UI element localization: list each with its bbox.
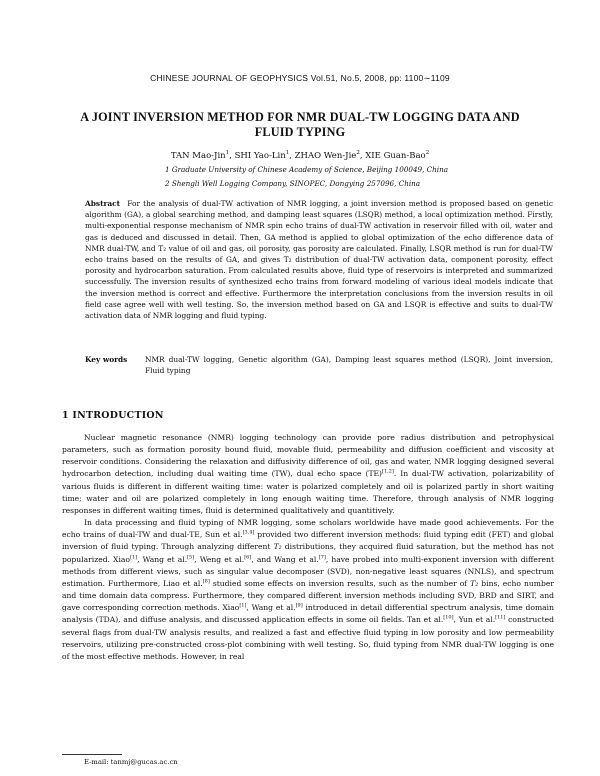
abstract-text: For the analysis of dual-TW activation of NMR logging, a joint inversion method is proposed based on genetic algorithm (GA), a global searching method, and damping least squares (LSQR) method, a local optimization method. Firstly, multi-exponential response mechanism of NMR spin echo trains of dual-TW activation in reservoir filled with oil, water and gas is deduced and discussed in detail. Then, GA method is applied to global optimization of the echo difference data of NMR dual-TW, and T₂ value of oil and gas, oil porosity, gas porosity are calculated. Finally, LSQR method is run for dual-TW echo trains based on the results of GA, and gives T₂ distribution of dual-TW activation data, component porosity, effect porosity and hydrocarbon saturation. From calculated results above, fluid type of reservoirs is interpreted and summarized successfully. The inversion results of synthesized echo trains from forward modeling of various ideal models indicate that the inversion method is correct and effective. Furthermore the interpretation conclusions from the inversion results in oil field case agree well with well testing. So, the inversion method based on GA and LSQR is effective and suits to dual-TW activation data of NMR logging and fluid typing. <box>85 199 553 321</box>
paragraph: Nuclear magnetic resonance (NMR) logging technology can provide pore radius distribution and petrophysical parameters, such as formation porosity bound fluid, movable fluid, permeability and diffusion coefficient and viscosity at reservoir conditions. Considering the relaxation and diffusivity difference of oil, gas and water, NMR logging designed several hydrocarbon detection, including dual waiting time (TW), dual echo space (TE)[1,2]. In dual-TW activation, polarizability of various fluids is different in different waiting time: water is polarized completely and oil is polarized partly in short waiting time; water and oil are polarized completely in long enough waiting time. Therefore, through analysis of NMR logging responses in different waiting times, fluid is determined qualitatively and quantitively. <box>62 433 554 515</box>
citation[interactable]: [11] <box>495 614 506 621</box>
citation[interactable]: [1] <box>130 554 138 561</box>
running-header: CHINESE JOURNAL OF GEOPHYSICS Vol.51, No.5, 2008, pp: 1100∼1109 <box>150 73 450 83</box>
citation[interactable]: [9] <box>295 602 303 609</box>
author-affiliation-mark: 2 <box>425 150 430 156</box>
citation[interactable]: [5] <box>187 554 195 561</box>
citation[interactable]: [10] <box>443 614 454 621</box>
author-name: XIE Guan-Bao <box>365 150 426 161</box>
author-name: ZHAO Wen-Jie <box>294 150 357 161</box>
footnote-divider <box>62 754 122 755</box>
citation[interactable]: [8] <box>202 578 210 585</box>
paragraph: In data processing and fluid typing of NMR logging, some scholars worldwide have made good achievements. For the echo trains of dual-TW and dual-TE, Sun et al.[3,4] provided two different inversion methods: fluid typing edit (FET) and global inversion of fluid typing. Through analyzing different T₂ distributions, they acquired fluid saturation, but the method has not popularized. Xiao[1], Wang et al.[5], Weng et al.[6], and Wang et al.[7], have probed into multi-exponent inversion with different methods from different views, such as singular value decomposer (SVD), non-negative least squares (NNLS), and spectrum estimation. Furthermore, Liao et al.[8] studied some effects on inversion results, such as the number of T₂ bins, echo number and time domain data compress. Furthermore, they compared different inversion methods including SVD, BRD and SIRT, and gave corresponding correction methods. Xiao[1], Wang et al.[9] introduced in detail differential spectrum analysis, time domain analysis (TDA), and diffuse analysis, and discussed application effects in some oil fields. Tan et al.[10], Yun et al.[11] constructed several flags from dual-TW analysis results, and realized a fast and effective fluid typing in low porosity and low permeability reservoirs, utilizing pre-constructed cross-plot combining with well testing. So, fluid typing from NMR dual-TW logging is one of the most effective methods. However, in real <box>62 518 554 661</box>
abstract <box>85 198 553 321</box>
citation[interactable]: [1] <box>239 602 247 609</box>
author-name: SHI Yao-Lin <box>234 150 286 161</box>
author-name: TAN Mao-Jin <box>170 150 226 161</box>
keywords-text: NMR dual-TW logging, Genetic algorithm (GA), Damping least squares method (LSQR), Joint inversion, Fluid typing <box>145 355 553 376</box>
keywords-label: Key words <box>85 355 128 364</box>
affiliation-2: 2 Shengli Well Logging Company, SINOPEC, Dongying 257096, China <box>165 179 421 188</box>
affiliation-1: 1 Graduate University of Chinese Academy of Science, Beijing 100049, China <box>165 165 449 174</box>
section-heading: 1 INTRODUCTION <box>62 410 164 421</box>
footnote-email: E-mail: tanmj@gucas.ac.cn <box>84 758 178 766</box>
abstract-label: Abstract <box>85 199 121 208</box>
citation[interactable]: [1,2] <box>382 468 394 475</box>
keywords <box>85 354 553 376</box>
citation[interactable]: [7] <box>318 554 326 561</box>
author-list: TAN Mao-Jin$^1$, SHI Yao-Lin$^1$, ZHAO Wen-Jie$^2$, XIE Guan-Bao$^2$ <box>170 150 430 161</box>
body-text <box>62 432 554 663</box>
author-affiliation-mark: 1 <box>225 150 230 156</box>
author-affiliation-mark: 1 <box>285 150 290 156</box>
article-title: A JOINT INVERSION METHOD FOR NMR DUAL-TW LOGGING DATA AND FLUID TYPING <box>80 110 520 139</box>
citation[interactable]: [3,4] <box>242 529 255 536</box>
citation[interactable]: [6] <box>244 554 252 561</box>
author-affiliation-mark: 2 <box>356 150 360 156</box>
